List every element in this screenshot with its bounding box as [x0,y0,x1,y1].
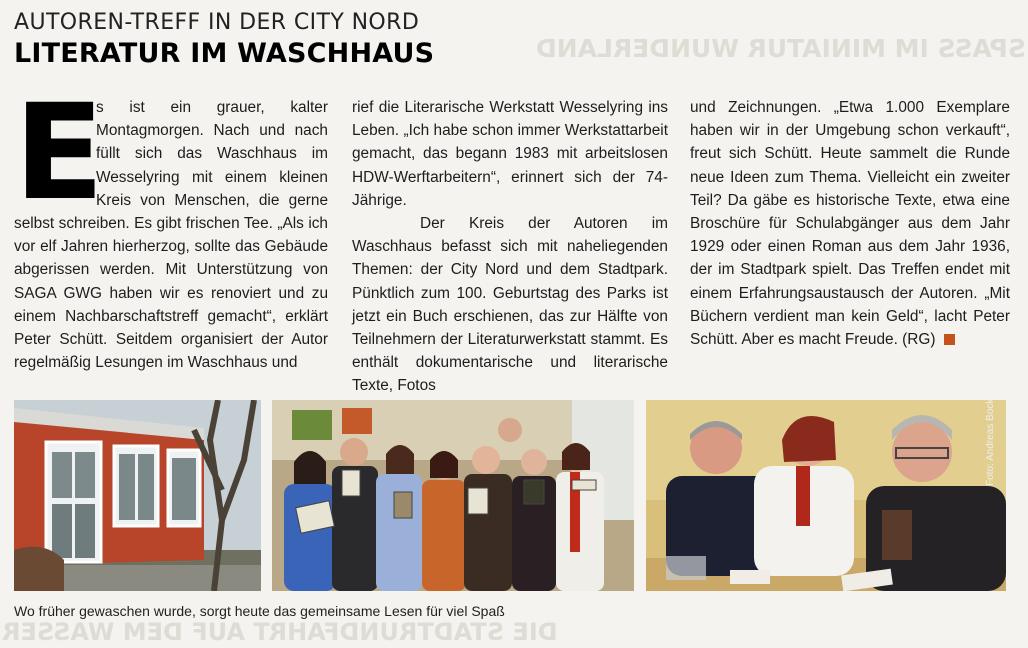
waschhaus-building-photo [14,400,261,591]
column-1-text: s ist ein grauer, kalter Montagmorgen. Nach und nach füllt sich das Waschhaus im Wesselyring mit einem kleinen Kreis von Menschen, die gerne selbst schreiben. Es gibt frischen Tee. „Als ich vor elf Jahren hierherzog, sollte das Gebäude abgerissen werden. Mit Unterstützung von SAGA GWG haben wir es renoviert und zu einem Nachbarschaftstreff gemacht“, erklärt Peter Schütt. Seitdem organisiert der Autor regelmäßig Lesungen im Waschhaus und [14,99,328,372]
end-mark [944,334,955,345]
column-2-paragraph-1: rief die Literarische Werkstatt Wesselyring ins Leben. „Ich habe schon immer Werkstattarbeit gemacht, das begann 1983 mit arbeitslosen HDW-Werftarbeitern“, erinnert sich der 74-Jährige. [352,99,668,209]
photo-credit: Foto: Andreas Bock [985,398,996,486]
show-through-top-text: SPASS IM MINIATUR WUNDERLAND [536,34,1026,63]
show-through-bottom-text: DIE STADTRUNDFAHRT AUF DEM WASSER [2,618,558,646]
column-3-text: und Zeichnungen. „Etwa 1.000 Exemplare haben wir in der Umgebung schon verkauft“, freut sich Schütt. Heute sammelt die Runde neue Ideen zum Thema. Vielleicht ein zweiter Teil? Da gäbe es historische Texte, etwa eine Broschüre für Schulabgänger aus dem Jahr 1929 oder einen Roman aus dem Jahr 1936, der im Stadtpark spielt. Das Treffen endet mit einem Erfahrungsaustausch der Autoren. „Mit Büchern verdient man kein Geld“, lacht Peter Schütt. Aber es macht Freude. (RG) [690,99,1010,349]
article-column-2 [352,96,668,398]
article-headline: LITERATUR IM WASCHHAUS [14,38,435,69]
reading-table-photo [646,400,1006,591]
column-2-paragraph-2: Der Kreis der Autoren im Waschhaus befasst sich mit naheliegenden Themen: der City Nord und dem Stadtpark. Pünktlich zum 100. Geburtstag des Parks ist jetzt ein Buch erschienen, das zur Hälfte von Teilnehmern der Literaturwerkstatt stammt. Es enthält dokumentarische und literarische Texte, Fotos [352,215,668,395]
drop-cap: E [14,76,105,230]
photo-caption: Wo früher gewaschen wurde, sorgt heute das gemeinsame Lesen für viel Spaß [14,603,505,619]
author-group-photo [272,400,634,591]
article-kicker: AUTOREN-TREFF IN DER CITY NORD [14,10,420,35]
article-column-3 [690,96,1010,351]
article-column-1 [14,76,328,374]
